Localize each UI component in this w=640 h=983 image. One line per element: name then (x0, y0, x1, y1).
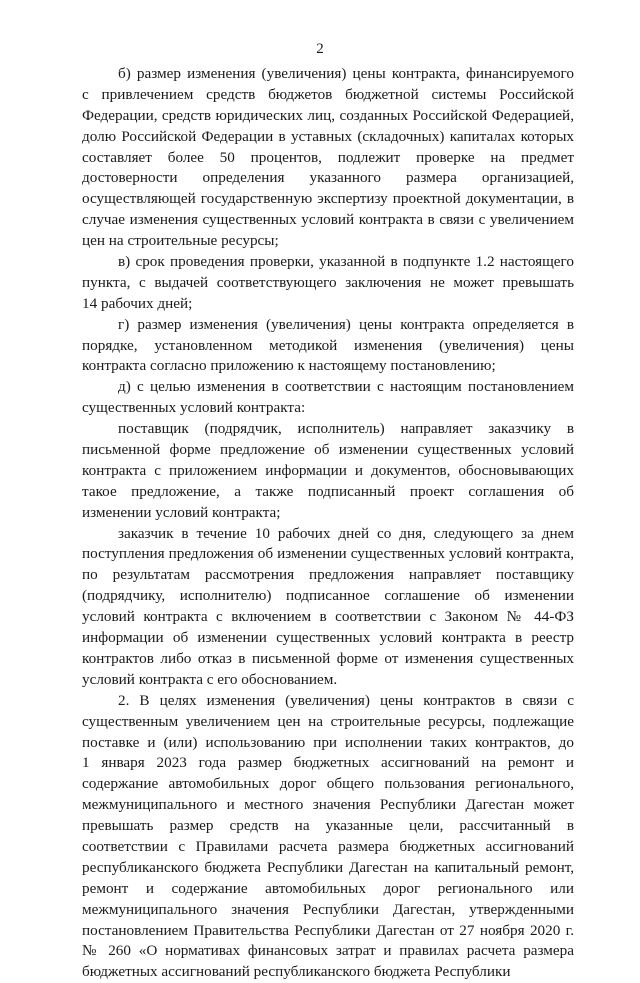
text-line: поступления предложения об изменении существенных условий контракта, (82, 545, 574, 563)
paragraph (82, 524, 574, 691)
text-line: осуществляющей государственную экспертизу проектной документации, в (82, 190, 574, 208)
page-number: 2 (316, 41, 324, 57)
text-line: контракта с приложением информации и документов, обосновывающих (82, 461, 574, 479)
text-line: условий контракта с включением в соответствии с Законом № 44-ФЗ (82, 608, 574, 626)
text-line: (подрядчику, исполнителю) подписанное соглашение об изменении (82, 587, 574, 605)
text-line: ремонт и содержание автомобильных дорог регионального или (82, 879, 574, 897)
paragraph (82, 64, 574, 252)
text-line: по результатам рассмотрения предложения направляет поставщику (82, 566, 574, 584)
text-line: пункта, с выдачей соответствующего заключения не может превышать (82, 273, 574, 291)
text-line: содержание автомобильных дорог общего пользования регионального, (82, 775, 574, 793)
text-line: превышать размер средств на указанные цели, рассчитанный в (82, 817, 574, 835)
text-line: д) с целью изменения в соответствии с настоящим постановлением (118, 378, 574, 396)
paragraph (82, 377, 574, 419)
text-line: контрактов либо отказ в письменной форме от изменения существенных (82, 649, 574, 667)
text-line: контракта согласно приложению к настоящему постановлению; (82, 357, 496, 375)
text-line: республиканского бюджета Республики Дагестан на капитальный ремонт, (82, 858, 574, 876)
paragraph (82, 315, 574, 378)
text-line: поставщик (подрядчик, исполнитель) направляет заказчику в (118, 420, 574, 438)
text-line: случае изменения существенных условий контракта в связи с увеличением (82, 211, 574, 229)
text-line: 14 рабочих дней; (82, 294, 193, 312)
text-line: цен на строительные ресурсы; (82, 232, 279, 250)
text-line: заказчик в течение 10 рабочих дней со дня, следующего за днем (118, 524, 574, 542)
text-line: составляет более 50 процентов, подлежит проверке на предмет (82, 148, 574, 166)
text-line: соответствии с Правилами расчета размера бюджетных ассигнований (82, 837, 574, 855)
paragraph (82, 252, 574, 315)
text-line: с привлечением средств бюджетов бюджетной системы Российской (82, 85, 574, 103)
text-line: такое предложение, а также подписанный проект соглашения об (82, 482, 574, 500)
text-line: межмуниципального и местного значения Республики Дагестан может (82, 796, 574, 814)
text-line: изменении условий контракта; (82, 503, 281, 521)
text-line: 1 января 2023 года размер бюджетных ассигнований на ремонт и (82, 754, 574, 772)
text-line: № 260 «О нормативах финансовых затрат и правилах расчета размера (82, 942, 574, 960)
text-line: информации об изменении существенных условий контракта в реестр (82, 629, 574, 647)
text-line: существенных условий контракта: (82, 399, 306, 417)
text-line: б) размер изменения (увеличения) цены контракта, финансируемого (118, 65, 574, 82)
text-line: существенным увеличением цен на строительные ресурсы, подлежащие (82, 712, 574, 730)
text-line: долю Российской Федерации в уставных (складочных) капиталах которых (82, 127, 574, 145)
text-line: условий контракта с его обоснованием. (82, 670, 338, 688)
paragraph (82, 691, 574, 983)
text-line: достоверности определения указанного размера организацией, (82, 169, 574, 187)
paragraph (82, 419, 574, 523)
document-body (82, 64, 574, 983)
text-line: межмуниципального значения Республики Дагестан, утвержденными (82, 900, 574, 918)
text-line: в) срок проведения проверки, указанной в подпункте 1.2 настоящего (118, 253, 574, 271)
text-line: бюджетных ассигнований республиканского бюджета Республики (82, 963, 511, 981)
text-line: постановлением Правительства Республики Дагестан от 27 ноября 2020 г. (82, 921, 574, 939)
text-line: Федерации, средств юридических лиц, созданных Российской Федерацией, (82, 106, 574, 124)
text-line: 2. В целях изменения (увеличения) цены контрактов в связи с (118, 691, 574, 709)
text-line: г) размер изменения (увеличения) цены контракта определяется в (118, 315, 574, 333)
text-line: поставке и (или) использованию при исполнении таких контрактов, до (82, 733, 574, 751)
text-line: порядке, установленном методикой изменения (увеличения) цены (82, 336, 574, 354)
text-line: письменной форме предложение об изменении существенных условий (82, 441, 574, 459)
